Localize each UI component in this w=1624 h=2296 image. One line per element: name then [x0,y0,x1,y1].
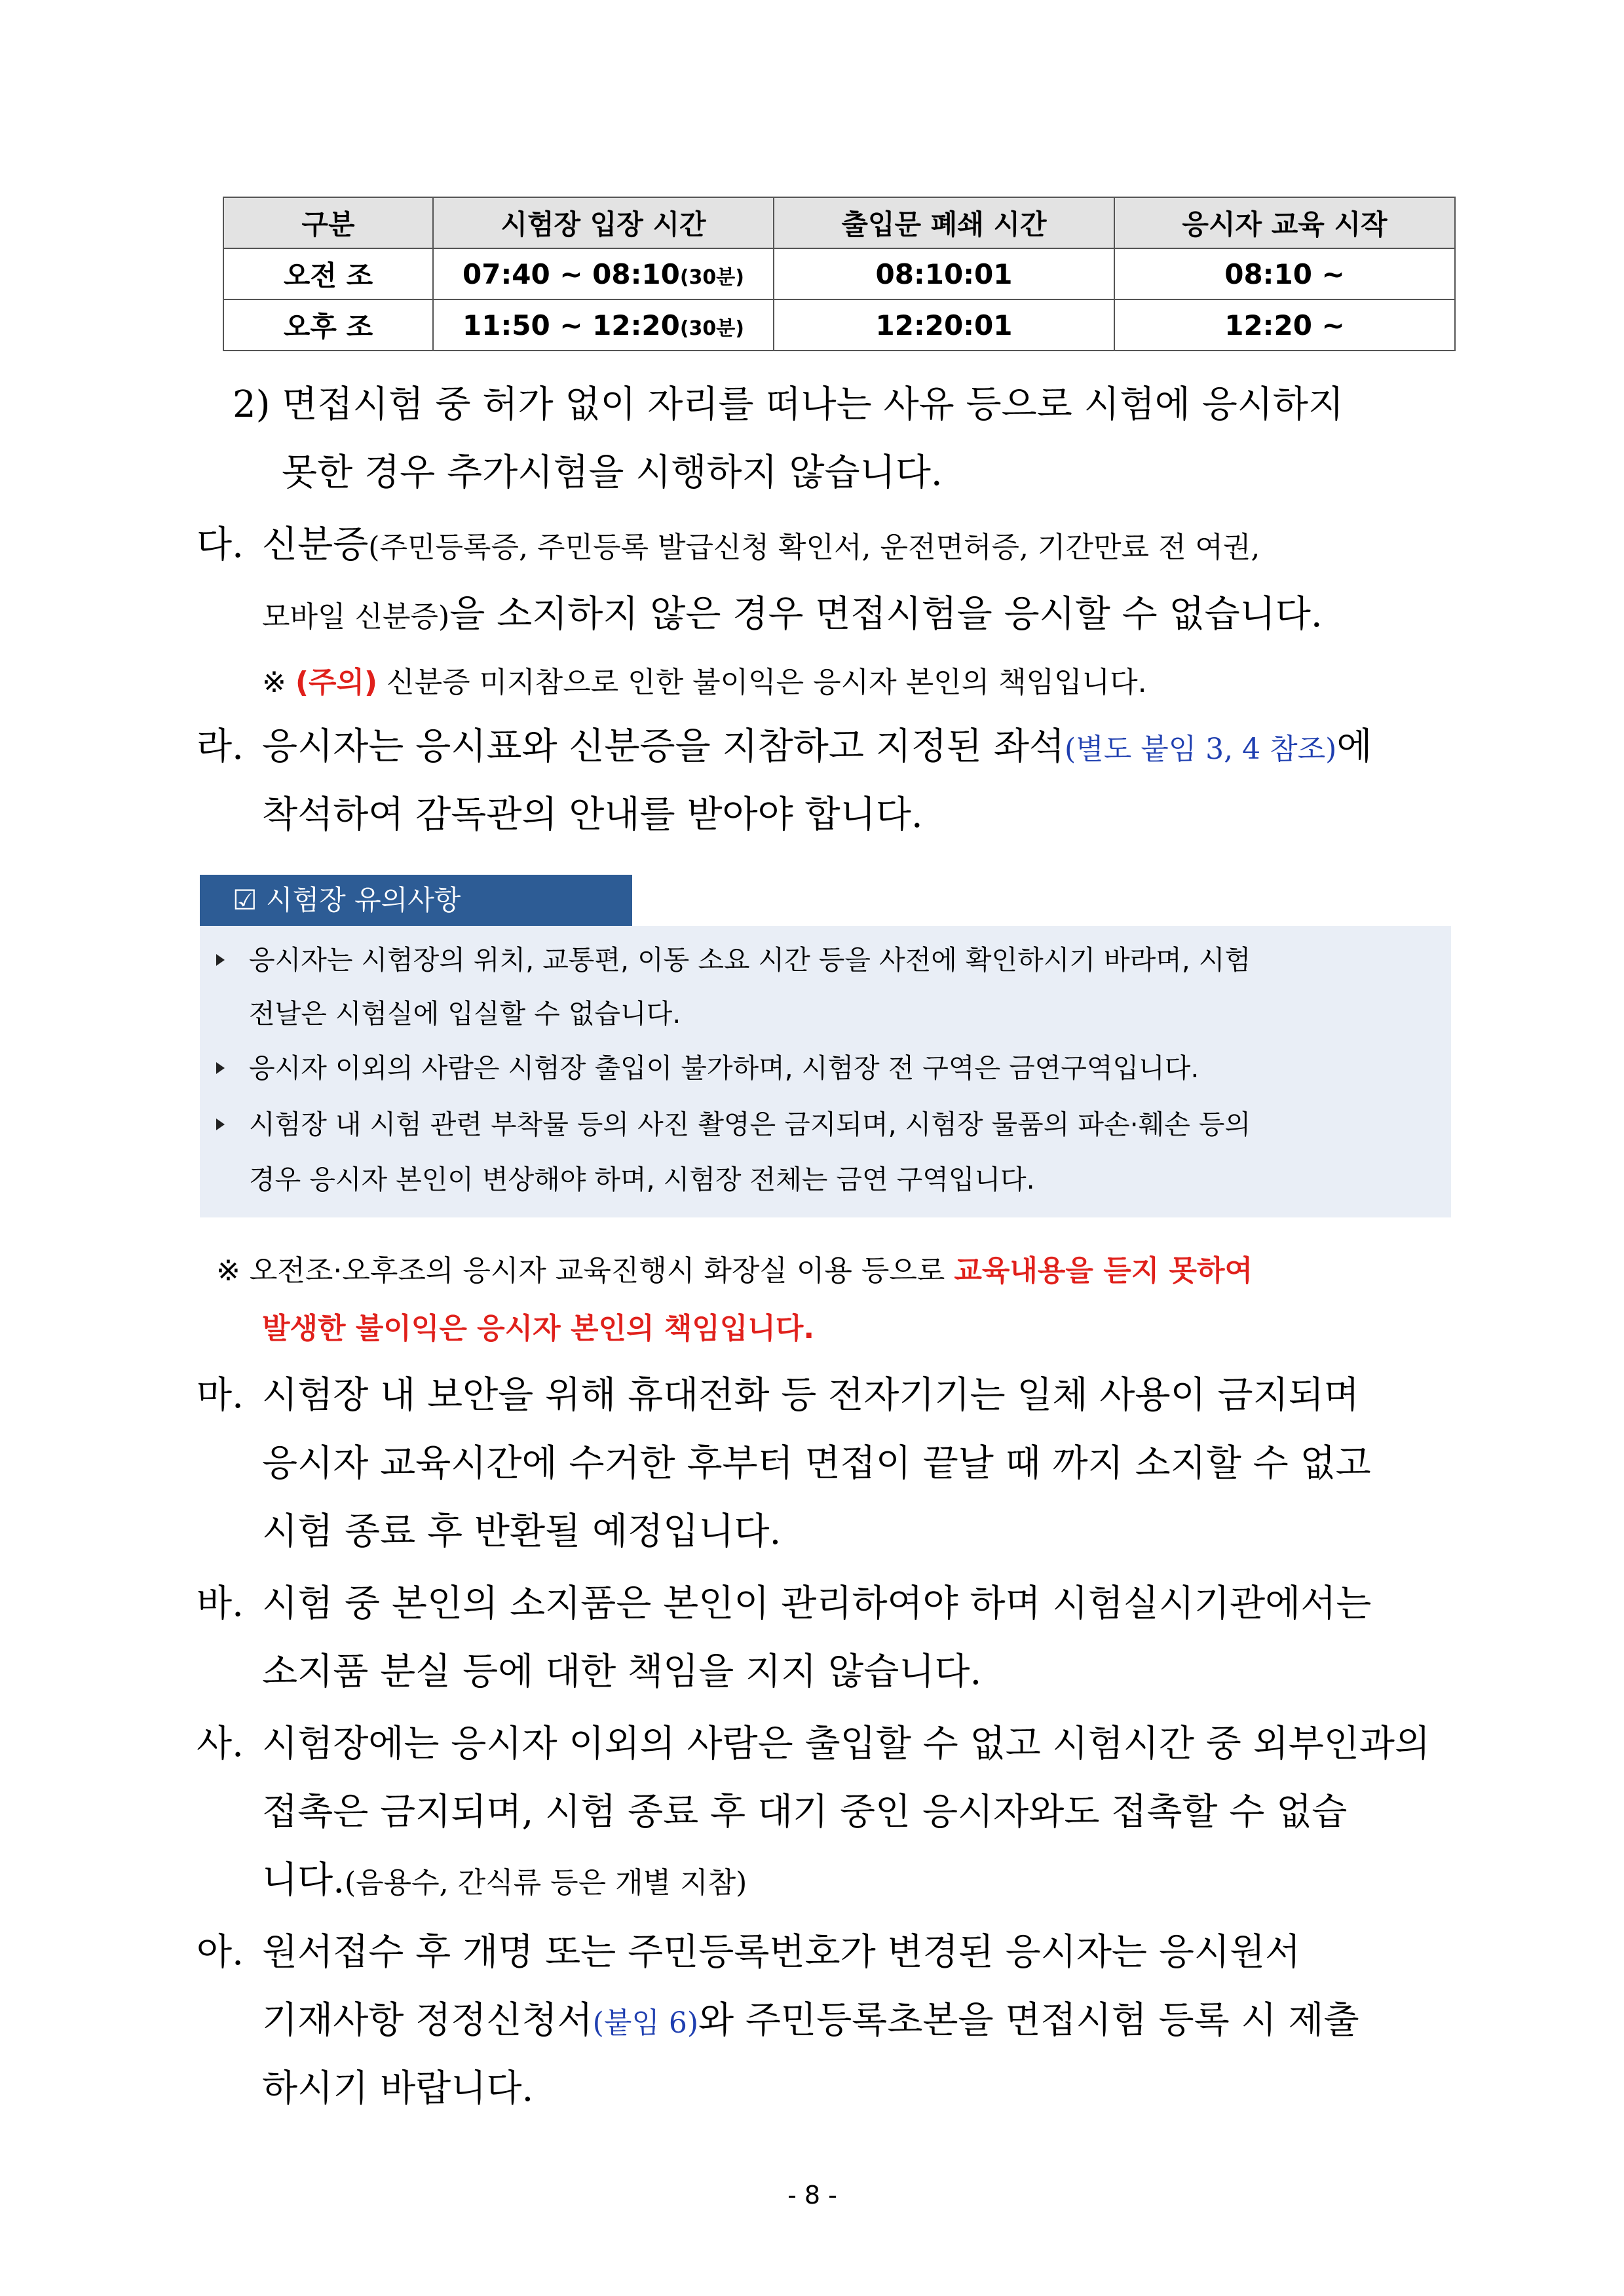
sa-line3: 니다.(음용수, 간식류 등은 개별 지참) [262,1859,747,1902]
notice-bullet-1-line2: 전날은 시험실에 입실할 수 없습니다. [249,998,681,1029]
schedule-table [223,197,1456,351]
ba-line2: 소지품 분실 등에 대한 책임을 지지 않습니다. [262,1651,982,1693]
bullet-triangle-icon [216,1119,225,1130]
header-entry-time: 시험장 입장 시간 [433,197,774,248]
cell-entry: 07:40 ~ 08:10(30분) [433,248,774,299]
ra-line2: 착석하여 감독관의 안내를 받아야 합니다. [262,794,923,836]
notice-bullet-2: 응시자 이외의 사람은 시험장 출입이 불가하며, 시험장 전 구역은 금연구역입니다. [249,1052,1199,1084]
bullet-triangle-icon [216,1062,225,1074]
a-line3: 하시기 바랍니다. [262,2067,534,2110]
a-line2: 기재사항 정정신청서(붙임 6)와 주민등록초본을 면접시험 등록 시 제출 [262,1999,1359,2042]
notice-bullet-1-line1: 응시자는 시험장의 위치, 교통편, 이동 소요 시간 등을 사전에 확인하시기 바라며, 시험 [249,944,1251,976]
edu-note-line2: 발생한 불이익은 응시자 본인의 책임입니다. [262,1312,815,1345]
header-gate-close: 출입문 폐쇄 시간 [774,197,1114,248]
ba-line1: 시험 중 본인의 소지품은 본인이 관리하여야 하며 시험실시기관에서는 [262,1582,1372,1625]
header-edu-start: 응시자 교육 시작 [1114,197,1455,248]
item2-line2: 못한 경우 추가시험을 시행하지 않습니다. [282,451,943,494]
ra-line1: 응시자는 응시표와 신분증을 지참하고 지정된 좌석(별도 붙임 3, 4 참조)에 [262,725,1372,768]
cell-entry: 11:50 ~ 12:20(30분) [433,299,774,351]
notice-bullet-3-line1: 시험장 내 시험 관련 부착물 등의 사진 촬영은 금지되며, 시험장 물품의 파손·훼손 등의 [249,1109,1251,1140]
table-row [223,248,1455,299]
edu-note-line1: ※ 오전조·오후조의 응시자 교육진행시 화장실 이용 등으로 교육내용을 듣지 못하여 [216,1254,1253,1288]
da-line2: 모바일 신분증)을 소지하지 않은 경우 면접시험을 응시할 수 없습니다. [262,593,1323,636]
ma-line2: 응시자 교육시간에 수거한 후부터 면접이 끝날 때 까지 소지할 수 없고 [262,1442,1371,1485]
table-row [223,299,1455,351]
cell-edu: 08:10 ~ [1114,248,1455,299]
cell-close: 08:10:01 [774,248,1114,299]
cell-edu: 12:20 ~ [1114,299,1455,351]
ba-marker: 바. [197,1582,244,1625]
notice-bullet-3-line2: 경우 응시자 본인이 변상해야 하며, 시험장 전체는 금연 구역입니다. [249,1164,1035,1195]
item2-line1: 2) 면접시험 중 허가 없이 자리를 떠나는 사유 등으로 시험에 응시하지 [233,383,1344,426]
da-marker: 다. [197,524,244,566]
table-header-row [223,197,1455,248]
ma-marker: 마. [197,1374,244,1417]
sa-line1: 시험장에는 응시자 이외의 사람은 출입할 수 없고 시험시간 중 외부인과의 [262,1723,1431,1765]
a-line1: 원서접수 후 개명 또는 주민등록번호가 변경된 응시자는 응시원서 [262,1931,1301,1974]
sa-marker: 사. [197,1723,244,1765]
cell-group: 오후 조 [223,299,433,351]
page-number: - 8 - [787,2181,837,2210]
cell-group: 오전 조 [223,248,433,299]
header-group: 구분 [223,197,433,248]
da-note: ※ (주의) 신분증 미지참으로 인한 불이익은 응시자 본인의 책임입니다. [262,666,1147,699]
ma-line3: 시험 종료 후 반환될 예정입니다. [262,1510,782,1553]
notice-title: ☑ 시험장 유의사항 [200,875,632,926]
bullet-triangle-icon [216,954,225,966]
sa-line2: 접촉은 금지되며, 시험 종료 후 대기 중인 응시자와도 접촉할 수 없습 [262,1791,1348,1833]
ra-marker: 라. [197,725,244,768]
a-marker: 아. [197,1931,244,1974]
cell-close: 12:20:01 [774,299,1114,351]
da-line1: 신분증(주민등록증, 주민등록 발급신청 확인서, 운전면허증, 기간만료 전 여권, [262,524,1260,566]
ma-line1: 시험장 내 보안을 위해 휴대전화 등 전자기기는 일체 사용이 금지되며 [262,1374,1359,1417]
